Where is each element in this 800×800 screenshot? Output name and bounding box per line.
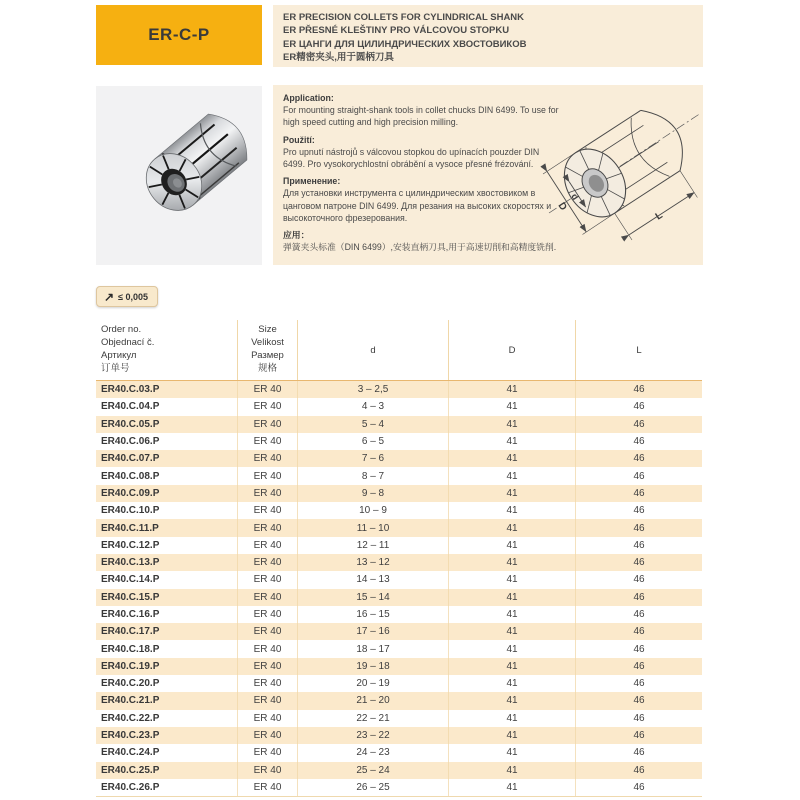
title-line: ER精密夹头,用于圆柄刀具 xyxy=(283,52,394,64)
d-range-cell: 8 – 7 xyxy=(297,467,448,484)
size-cell: ER 40 xyxy=(237,537,297,554)
length-cell: 46 xyxy=(575,433,702,450)
table-row xyxy=(96,537,702,554)
outer-diameter-cell: 41 xyxy=(448,606,575,623)
table-row xyxy=(96,710,702,727)
table-row xyxy=(96,658,702,675)
order-no-cell: ER40.C.05.P xyxy=(101,418,160,430)
application-section-body: 弹簧夹头标准（DIN 6499）,安装直柄刀具,用于高速切削和高精度铣削. xyxy=(283,242,557,253)
order-no-cell: ER40.C.26.P xyxy=(101,781,160,793)
length-cell: 46 xyxy=(575,381,702,398)
outer-diameter-cell: 41 xyxy=(448,623,575,640)
outer-diameter-cell: 41 xyxy=(448,381,575,398)
length-cell: 46 xyxy=(575,710,702,727)
size-cell: ER 40 xyxy=(237,692,297,709)
d-range-cell: 19 – 18 xyxy=(297,658,448,675)
d-range-cell: 22 – 21 xyxy=(297,710,448,727)
outer-diameter-cell: 41 xyxy=(448,467,575,484)
table-row xyxy=(96,762,702,779)
table-row xyxy=(96,623,702,640)
length-cell: 46 xyxy=(575,762,702,779)
table-row xyxy=(96,485,702,502)
application-section-body: Для установки инструмента с цилиндрическим хвостовиком в цанговом патроне DIN 6499. Для резания на высоких скоростях и высокоточного фрезерования. xyxy=(283,188,552,223)
table-row xyxy=(96,381,702,398)
order-no-cell: ER40.C.12.P xyxy=(101,539,160,551)
size-cell: ER 40 xyxy=(237,640,297,657)
dimension-label-L: L xyxy=(653,209,665,223)
table-row xyxy=(96,640,702,657)
column-header-line: Order no. xyxy=(101,324,142,335)
column-header-size xyxy=(237,320,297,380)
table-row xyxy=(96,675,702,692)
application-section-title: Použití: xyxy=(283,134,315,145)
order-no-cell: ER40.C.07.P xyxy=(101,453,160,465)
order-no-cell: ER40.C.14.P xyxy=(101,574,160,586)
outer-diameter-cell: 41 xyxy=(448,675,575,692)
size-cell: ER 40 xyxy=(237,779,297,796)
order-no-cell: ER40.C.16.P xyxy=(101,609,160,620)
size-cell: ER 40 xyxy=(237,502,297,519)
outer-diameter-cell: 41 xyxy=(448,519,575,536)
order-no-cell: ER40.C.15.P xyxy=(101,591,160,603)
order-no-cell: ER40.C.08.P xyxy=(101,470,160,482)
application-section xyxy=(283,134,559,171)
column-header-line: Артикул xyxy=(101,350,137,361)
size-cell: ER 40 xyxy=(237,606,297,623)
order-no-cell: ER40.C.20.P xyxy=(101,678,160,690)
table-row xyxy=(96,554,702,571)
table-row xyxy=(96,692,702,709)
runout-badge xyxy=(96,286,158,307)
outer-diameter-cell: 41 xyxy=(448,537,575,554)
application-section-body: For mounting straight-shank tools in collet chucks DIN 6499. To use for high speed cutting and high precision milling. xyxy=(283,105,559,128)
runout-arrow-icon: ↗ xyxy=(104,289,115,304)
application-panel xyxy=(273,85,703,265)
size-cell: ER 40 xyxy=(237,623,297,640)
order-no-cell: ER40.C.13.P xyxy=(101,557,160,569)
size-cell: ER 40 xyxy=(237,467,297,484)
order-no-cell: ER40.C.10.P xyxy=(101,505,160,517)
column-header-D: D xyxy=(448,320,575,380)
table-row xyxy=(96,398,702,415)
length-cell: 46 xyxy=(575,692,702,709)
application-section-title: Применение: xyxy=(283,176,341,187)
product-photo xyxy=(96,86,262,265)
length-cell: 46 xyxy=(575,502,702,519)
outer-diameter-cell: 41 xyxy=(448,762,575,779)
outer-diameter-cell: 41 xyxy=(448,450,575,467)
outer-diameter-cell: 41 xyxy=(448,398,575,415)
table-row xyxy=(96,779,702,796)
size-cell: ER 40 xyxy=(237,727,297,744)
table-row xyxy=(96,433,702,450)
length-cell: 46 xyxy=(575,416,702,433)
column-header-L: L xyxy=(575,320,702,380)
column-header-line: Objednací č. xyxy=(101,337,155,348)
size-cell: ER 40 xyxy=(237,762,297,779)
d-range-cell: 24 – 23 xyxy=(297,744,448,761)
length-cell: 46 xyxy=(575,779,702,796)
length-cell: 46 xyxy=(575,640,702,657)
size-cell: ER 40 xyxy=(237,589,297,606)
d-range-cell: 16 – 15 xyxy=(297,606,448,623)
length-cell: 46 xyxy=(575,519,702,536)
size-cell: ER 40 xyxy=(237,675,297,692)
d-range-cell: 3 – 2,5 xyxy=(297,381,448,398)
dimension-label-d: d xyxy=(569,191,581,202)
d-range-cell: 25 – 24 xyxy=(297,762,448,779)
d-range-cell: 26 – 25 xyxy=(297,779,448,796)
length-cell: 46 xyxy=(575,623,702,640)
table-row xyxy=(96,450,702,467)
spec-table xyxy=(96,320,702,797)
application-section-body: Pro upnutí nástrojů s válcovou stopkou do upínacích pouzder DIN 6499. Pro vysokorychlostní obrábění a vysoce přesné frézování. xyxy=(283,146,540,170)
outer-diameter-cell: 41 xyxy=(448,640,575,657)
order-no-cell: ER40.C.22.P xyxy=(101,712,160,724)
table-row xyxy=(96,519,702,536)
column-header-line: Velikost xyxy=(251,337,284,348)
order-no-cell: ER40.C.23.P xyxy=(101,730,160,742)
product-code-box xyxy=(96,5,262,65)
order-no-cell: ER40.C.11.P xyxy=(101,522,159,534)
d-range-cell: 20 – 19 xyxy=(297,675,448,692)
order-no-cell: ER40.C.24.P xyxy=(101,747,160,759)
table-row xyxy=(96,606,702,623)
d-range-cell: 23 – 22 xyxy=(297,727,448,744)
order-no-cell: ER40.C.09.P xyxy=(101,487,160,499)
runout-value: ≤ 0,005 xyxy=(118,291,149,302)
length-cell: 46 xyxy=(575,467,702,484)
size-cell: ER 40 xyxy=(237,710,297,727)
table-row xyxy=(96,744,702,761)
length-cell: 46 xyxy=(575,658,702,675)
column-header-line: 订单号 xyxy=(101,363,130,374)
table-header-row xyxy=(96,320,702,381)
outer-diameter-cell: 41 xyxy=(448,485,575,502)
column-header-order-no xyxy=(96,320,237,380)
application-section xyxy=(283,175,559,224)
order-no-cell: ER40.C.21.P xyxy=(101,695,160,707)
length-cell: 46 xyxy=(575,675,702,692)
length-cell: 46 xyxy=(575,537,702,554)
table-row xyxy=(96,727,702,744)
outer-diameter-cell: 41 xyxy=(448,692,575,709)
length-cell: 46 xyxy=(575,450,702,467)
outer-diameter-cell: 41 xyxy=(448,710,575,727)
order-no-cell: ER40.C.18.P xyxy=(101,643,160,655)
length-cell: 46 xyxy=(575,606,702,623)
table-body xyxy=(96,381,702,797)
order-no-cell: ER40.C.03.P xyxy=(101,384,160,396)
d-range-cell: 5 – 4 xyxy=(297,416,448,433)
size-cell: ER 40 xyxy=(237,398,297,415)
d-range-cell: 21 – 20 xyxy=(297,692,448,709)
column-header-line: Размер xyxy=(251,350,284,361)
order-no-cell: ER40.C.19.P xyxy=(101,660,160,672)
d-range-cell: 12 – 11 xyxy=(297,537,448,554)
d-range-cell: 10 – 9 xyxy=(297,502,448,519)
outer-diameter-cell: 41 xyxy=(448,658,575,675)
d-range-cell: 15 – 14 xyxy=(297,589,448,606)
size-cell: ER 40 xyxy=(237,450,297,467)
table-row xyxy=(96,416,702,433)
column-header-d: d xyxy=(297,320,448,380)
table-row xyxy=(96,467,702,484)
title-line: ER PŘESNÉ KLEŠTINY PRO VÁLCOVOU STOPKU xyxy=(283,25,510,37)
application-section xyxy=(283,229,559,253)
application-section xyxy=(283,92,559,129)
outer-diameter-cell: 41 xyxy=(448,744,575,761)
application-section-title: Application: xyxy=(283,93,334,103)
size-cell: ER 40 xyxy=(237,485,297,502)
title-line: ER PRECISION COLLETS FOR CYLINDRICAL SHANK xyxy=(283,12,525,23)
column-header-line: 规格 xyxy=(257,363,277,374)
length-cell: 46 xyxy=(575,398,702,415)
table-row xyxy=(96,502,702,519)
size-cell: ER 40 xyxy=(237,519,297,536)
size-cell: ER 40 xyxy=(237,571,297,588)
order-no-cell: ER40.C.04.P xyxy=(101,401,160,413)
length-cell: 46 xyxy=(575,589,702,606)
outer-diameter-cell: 41 xyxy=(448,571,575,588)
size-cell: ER 40 xyxy=(237,381,297,398)
product-code: ER-C-P xyxy=(148,25,210,44)
collet-photo-image xyxy=(96,86,262,265)
size-cell: ER 40 xyxy=(237,744,297,761)
dimension-line-L xyxy=(629,193,694,236)
length-cell: 46 xyxy=(575,571,702,588)
technical-drawing xyxy=(525,86,703,264)
d-range-cell: 14 – 13 xyxy=(297,571,448,588)
length-cell: 46 xyxy=(575,727,702,744)
size-cell: ER 40 xyxy=(237,658,297,675)
length-cell: 46 xyxy=(575,485,702,502)
title-panel xyxy=(273,5,703,67)
title-line: ER ЦАНГИ ДЛЯ ЦИЛИНДРИЧЕСКИХ ХВОСТОВИКОВ xyxy=(283,38,527,50)
size-cell: ER 40 xyxy=(237,416,297,433)
d-range-cell: 17 – 16 xyxy=(297,623,448,640)
order-no-cell: ER40.C.06.P xyxy=(101,436,160,448)
d-range-cell: 9 – 8 xyxy=(297,485,448,502)
outer-diameter-cell: 41 xyxy=(448,416,575,433)
outer-diameter-cell: 41 xyxy=(448,433,575,450)
d-range-cell: 7 – 6 xyxy=(297,450,448,467)
length-cell: 46 xyxy=(575,744,702,761)
outer-diameter-cell: 41 xyxy=(448,554,575,571)
d-range-cell: 11 – 10 xyxy=(297,519,448,536)
application-text xyxy=(283,92,559,258)
table-row xyxy=(96,571,702,588)
table-row xyxy=(96,589,702,606)
outer-diameter-cell: 41 xyxy=(448,502,575,519)
d-range-cell: 18 – 17 xyxy=(297,640,448,657)
outer-diameter-cell: 41 xyxy=(448,727,575,744)
d-range-cell: 4 – 3 xyxy=(297,398,448,415)
outer-diameter-cell: 41 xyxy=(448,589,575,606)
size-cell: ER 40 xyxy=(237,554,297,571)
size-cell: ER 40 xyxy=(237,433,297,450)
outer-diameter-cell: 41 xyxy=(448,779,575,796)
length-cell: 46 xyxy=(575,554,702,571)
dimension-label-D: D xyxy=(555,200,569,213)
order-no-cell: ER40.C.25.P xyxy=(101,764,160,776)
d-range-cell: 6 – 5 xyxy=(297,433,448,450)
d-range-cell: 13 – 12 xyxy=(297,554,448,571)
order-no-cell: ER40.C.17.P xyxy=(101,626,160,638)
column-header-line: Size xyxy=(258,324,277,335)
application-section-title: 应用： xyxy=(283,230,310,241)
